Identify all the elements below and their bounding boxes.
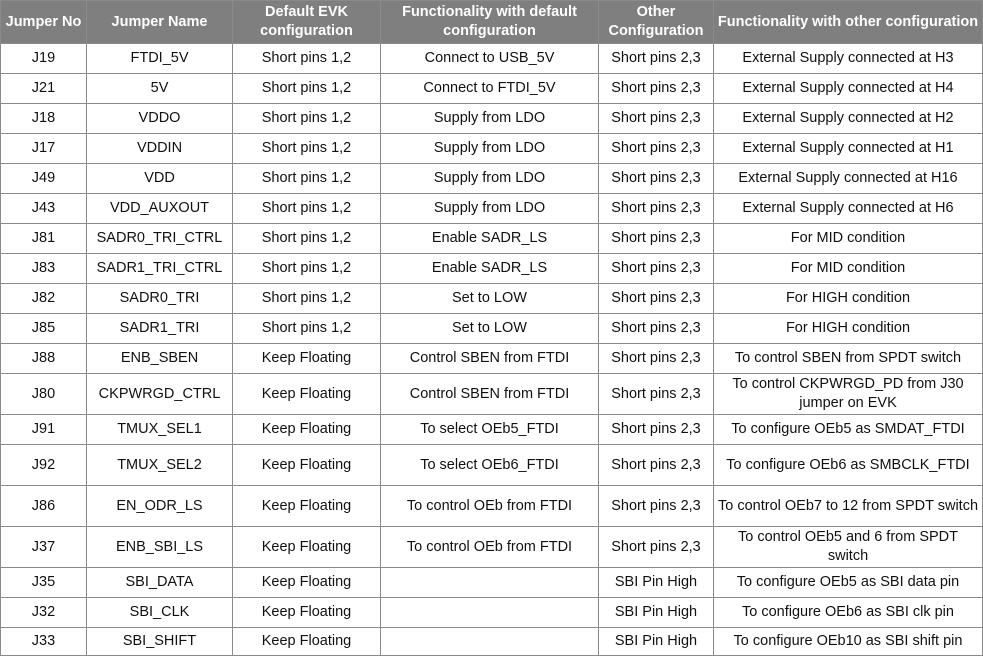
cell-other-config: Short pins 2,3 [599,74,714,104]
table-row [1,194,983,224]
cell-jumper-no: J49 [1,164,87,194]
cell-jumper-no: J80 [1,374,87,415]
cell-default-functionality: To select OEb5_FTDI [381,415,599,445]
cell-jumper-no: J83 [1,254,87,284]
cell-jumper-no: J92 [1,445,87,486]
cell-default-config: Short pins 1,2 [233,134,381,164]
table-row [1,224,983,254]
cell-jumper-no: J33 [1,628,87,656]
cell-other-functionality: To control OEb5 and 6 from SPDT switch [714,527,983,568]
cell-default-config: Keep Floating [233,598,381,628]
cell-other-config: Short pins 2,3 [599,44,714,74]
header-jumper-name: Jumper Name [87,1,233,44]
cell-other-config: SBI Pin High [599,628,714,656]
cell-default-config: Short pins 1,2 [233,284,381,314]
cell-other-config: Short pins 2,3 [599,445,714,486]
cell-other-functionality: External Supply connected at H4 [714,74,983,104]
cell-jumper-name: VDDO [87,104,233,134]
cell-default-functionality: Control SBEN from FTDI [381,374,599,415]
cell-other-functionality: To configure OEb5 as SBI data pin [714,568,983,598]
cell-default-functionality: To control OEb from FTDI [381,527,599,568]
cell-jumper-no: J35 [1,568,87,598]
cell-jumper-no: J18 [1,104,87,134]
cell-jumper-name: ENB_SBEN [87,344,233,374]
table-row [1,445,983,486]
cell-default-functionality: Set to LOW [381,314,599,344]
cell-jumper-name: TMUX_SEL2 [87,445,233,486]
cell-other-config: Short pins 2,3 [599,374,714,415]
cell-default-config: Keep Floating [233,568,381,598]
table-row [1,74,983,104]
table-row [1,44,983,74]
cell-default-config: Short pins 1,2 [233,224,381,254]
cell-other-functionality: To control OEb7 to 12 from SPDT switch [714,486,983,527]
cell-default-config: Keep Floating [233,527,381,568]
cell-default-config: Short pins 1,2 [233,314,381,344]
cell-other-config: Short pins 2,3 [599,134,714,164]
cell-other-config: Short pins 2,3 [599,344,714,374]
cell-default-functionality: To control OEb from FTDI [381,486,599,527]
cell-jumper-no: J86 [1,486,87,527]
cell-default-functionality: Supply from LDO [381,104,599,134]
cell-jumper-no: J43 [1,194,87,224]
cell-other-config: Short pins 2,3 [599,415,714,445]
cell-jumper-name: EN_ODR_LS [87,486,233,527]
cell-default-functionality: Supply from LDO [381,194,599,224]
cell-default-config: Keep Floating [233,374,381,415]
cell-jumper-name: VDD_AUXOUT [87,194,233,224]
cell-default-config: Short pins 1,2 [233,74,381,104]
header-other-config: Other Configuration [599,1,714,44]
cell-other-functionality: External Supply connected at H2 [714,104,983,134]
header-default-functionality: Functionality with default configuration [381,1,599,44]
cell-other-config: Short pins 2,3 [599,527,714,568]
cell-default-functionality: Set to LOW [381,284,599,314]
cell-default-functionality: Control SBEN from FTDI [381,344,599,374]
cell-default-config: Short pins 1,2 [233,254,381,284]
cell-jumper-no: J82 [1,284,87,314]
table-row [1,374,983,415]
table-row [1,486,983,527]
cell-other-config: Short pins 2,3 [599,164,714,194]
cell-other-functionality: External Supply connected at H3 [714,44,983,74]
table-row [1,134,983,164]
cell-other-config: Short pins 2,3 [599,486,714,527]
table-row [1,527,983,568]
cell-jumper-name: SADR0_TRI [87,284,233,314]
cell-other-config: Short pins 2,3 [599,224,714,254]
cell-jumper-no: J19 [1,44,87,74]
cell-jumper-name: 5V [87,74,233,104]
header-other-functionality: Functionality with other configuration [714,1,983,44]
cell-default-functionality: Supply from LDO [381,164,599,194]
cell-default-config: Short pins 1,2 [233,164,381,194]
cell-other-functionality: For MID condition [714,254,983,284]
cell-jumper-name: ENB_SBI_LS [87,527,233,568]
cell-jumper-name: TMUX_SEL1 [87,415,233,445]
cell-other-functionality: External Supply connected at H1 [714,134,983,164]
cell-other-functionality: For HIGH condition [714,284,983,314]
cell-other-config: Short pins 2,3 [599,284,714,314]
cell-jumper-no: J85 [1,314,87,344]
table-row [1,568,983,598]
cell-other-functionality: To control CKPWRGD_PD from J30 jumper on EVK [714,374,983,415]
cell-jumper-no: J37 [1,527,87,568]
cell-other-functionality: To control SBEN from SPDT switch [714,344,983,374]
cell-jumper-no: J88 [1,344,87,374]
cell-default-functionality: Enable SADR_LS [381,224,599,254]
cell-default-config: Keep Floating [233,415,381,445]
cell-other-functionality: To configure OEb5 as SMDAT_FTDI [714,415,983,445]
cell-other-functionality: External Supply connected at H6 [714,194,983,224]
table-row [1,314,983,344]
cell-other-config: SBI Pin High [599,568,714,598]
cell-other-functionality: For MID condition [714,224,983,254]
cell-jumper-name: SADR1_TRI [87,314,233,344]
cell-jumper-name: SADR1_TRI_CTRL [87,254,233,284]
cell-default-config: Short pins 1,2 [233,44,381,74]
table-row [1,344,983,374]
table-row [1,415,983,445]
cell-other-config: Short pins 2,3 [599,194,714,224]
cell-default-functionality: Connect to USB_5V [381,44,599,74]
cell-default-functionality: To select OEb6_FTDI [381,445,599,486]
cell-other-functionality: To configure OEb10 as SBI shift pin [714,628,983,656]
table-row [1,164,983,194]
cell-other-functionality: For HIGH condition [714,314,983,344]
cell-jumper-no: J17 [1,134,87,164]
cell-other-config: Short pins 2,3 [599,254,714,284]
cell-default-functionality: Connect to FTDI_5V [381,74,599,104]
cell-jumper-name: SBI_DATA [87,568,233,598]
cell-default-functionality [381,568,599,598]
header-jumper-no: Jumper No [1,1,87,44]
cell-other-functionality: To configure OEb6 as SMBCLK_FTDI [714,445,983,486]
cell-jumper-name: SBI_CLK [87,598,233,628]
cell-default-functionality: Enable SADR_LS [381,254,599,284]
cell-jumper-name: SBI_SHIFT [87,628,233,656]
cell-default-config: Short pins 1,2 [233,104,381,134]
cell-other-config: Short pins 2,3 [599,314,714,344]
cell-default-config: Keep Floating [233,445,381,486]
cell-default-config: Short pins 1,2 [233,194,381,224]
table-row [1,104,983,134]
cell-default-config: Keep Floating [233,628,381,656]
table-row [1,598,983,628]
table-row [1,284,983,314]
cell-jumper-name: VDD [87,164,233,194]
cell-jumper-name: CKPWRGD_CTRL [87,374,233,415]
header-default-config: Default EVK configuration [233,1,381,44]
cell-jumper-name: VDDIN [87,134,233,164]
cell-jumper-name: FTDI_5V [87,44,233,74]
cell-default-config: Keep Floating [233,486,381,527]
cell-default-functionality [381,598,599,628]
cell-jumper-name: SADR0_TRI_CTRL [87,224,233,254]
cell-default-functionality: Supply from LDO [381,134,599,164]
cell-jumper-no: J32 [1,598,87,628]
cell-other-functionality: External Supply connected at H16 [714,164,983,194]
table-row [1,628,983,656]
cell-default-config: Keep Floating [233,344,381,374]
table-header-row [1,1,983,44]
cell-other-functionality: To configure OEb6 as SBI clk pin [714,598,983,628]
cell-other-config: Short pins 2,3 [599,104,714,134]
cell-default-functionality [381,628,599,656]
cell-jumper-no: J81 [1,224,87,254]
cell-other-config: SBI Pin High [599,598,714,628]
cell-jumper-no: J21 [1,74,87,104]
cell-jumper-no: J91 [1,415,87,445]
table-row [1,254,983,284]
